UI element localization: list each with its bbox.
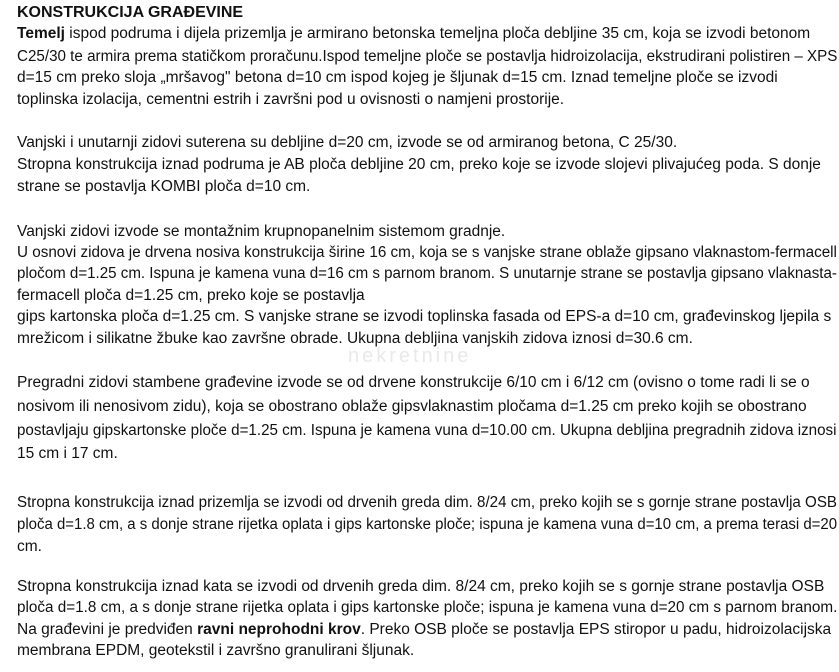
paragraph-external-walls-line-1: Vanjski zidovi izvode se montažnim krupnopanelnim sistemom gradnje. bbox=[17, 223, 506, 240]
document-title: KONSTRUKCIJA GRAĐEVINE bbox=[17, 4, 244, 21]
paragraph-external-walls-line-2: U osnovi zidova je drvena nosiva konstrukcija širine 16 cm, koja se s vanjske strane oblaže gipsano vlaknastom-fermacell bbox=[17, 244, 837, 261]
paragraph-foundation-line-4: toplinska izolacija, cementni estrih i završni pod u ovisnosti o namjeni prostorije. bbox=[17, 91, 565, 108]
paragraph-basement-line-3: strane se postavlja KOMBI ploča d=10 cm. bbox=[17, 178, 311, 195]
paragraph-ground-ceiling-line-2: ploča d=1.8 cm, a s donje strane rijetka oplata i gips kartonske ploče; ispuna je kamena vuna d=10 cm, a prema terasi d=20 bbox=[17, 516, 838, 533]
paragraph-ground-ceiling-line-3: cm. bbox=[17, 538, 42, 555]
paragraph-basement-line-1: Vanjski i unutarnji zidovi suterena su debljine d=20 cm, izvode se od armiranog betona, C 25/30. bbox=[17, 134, 678, 151]
paragraph-external-walls-line-5: gips kartonska ploča d=1.25 cm. S vanjske strane se izvodi toplinska fasada od EPS-a d=10 cm, građevinskog ljepila s bbox=[17, 308, 832, 325]
roof-line-pre: Na građevini je predviđen bbox=[17, 621, 198, 638]
paragraph-partition-walls-line-2: nosivom ili nenosivom zidu), koja se obostrano oblaže gipsvlaknastim pločama d=1.25 cm preko kojih se obostrano bbox=[17, 398, 807, 415]
paragraph-upper-ceiling-line-2: ploča d=1.8 cm, a s donje strane rijetka oplata i gips kartonske ploče; ispuna je kamena vuna d=20 cm s parnom branom. bbox=[17, 599, 838, 616]
paragraph-foundation-line-1 bbox=[17, 24, 810, 43]
paragraph-ground-ceiling-line-1: Stropna konstrukcija iznad prizemlja se izvodi od drvenih greda dim. 8/24 cm, preko kojih se s gornje strane postavlja OSB bbox=[17, 494, 838, 511]
paragraph-upper-ceiling-line-4: membrana EPDM, geotekstil i završno granulirani šljunak. bbox=[17, 642, 415, 659]
roof-bold-term: ravni neprohodni krov bbox=[197, 621, 361, 638]
foundation-bold-term: Temelj bbox=[17, 25, 65, 42]
paragraph-upper-ceiling-line-1: Stropna konstrukcija iznad kata se izvodi od drvenih greda dim. 8/24 cm, preko kojih se s gornje strane postavlja OSB bbox=[17, 578, 825, 595]
roof-line-post: . Preko OSB ploče se postavlja EPS stiropor u padu, hidroizolacijska bbox=[360, 621, 832, 638]
paragraph-foundation-line-3: d=15 cm preko sloja „mršavog" betona d=10 cm ispod kojeg je šljunak d=15 cm. Iznad temeljne ploče se izvodi bbox=[17, 69, 778, 86]
paragraph-partition-walls-line-3: postavljaju gipskartonske ploče d=1.25 cm. Ispuna je kamena vuna d=10.00 cm. Ukupna debljina pregradnih zidova iznosi bbox=[17, 422, 837, 439]
paragraph-external-walls-line-3: pločom d=1.25 cm. Ispuna je kamena vuna d=16 cm s parnom branom. S unutarnje strane se postavlja gipsano vlaknasta- bbox=[17, 265, 837, 282]
paragraph-basement-line-2: Stropna konstrukcija iznad podruma je AB ploča debljine 20 cm, preko koje se izvode slojevi plivajućeg poda. S donje bbox=[17, 156, 821, 173]
watermark: nekretnine bbox=[348, 345, 472, 367]
paragraph-upper-ceiling-line-3 bbox=[17, 620, 831, 639]
foundation-line-1-text: ispod podruma i dijela prizemlja je armirano betonska temeljna ploča debljine 35 cm, koja se izvodi betonom bbox=[64, 25, 811, 42]
paragraph-foundation-line-2: C25/30 te armira prema statičkom proračunu.Ispod temeljne ploče se postavlja hidroizolacija, ekstrudirani polistiren – XPS bbox=[17, 48, 838, 65]
paragraph-partition-walls-line-1: Pregradni zidovi stambene građevine izvode se od drvene konstrukcije 6/10 cm i 6/12 cm (ovisno o tome radi li se o bbox=[17, 374, 810, 391]
paragraph-partition-walls-line-4: 15 cm i 17 cm. bbox=[17, 445, 118, 462]
paragraph-external-walls-line-4: fermacell ploča d=1.25 cm, preko koje se postavlja bbox=[17, 287, 365, 304]
paragraph-external-walls-line-6: mrežicom i silikatne žbuke kao završne obrade. Ukupna debljina vanjskih zidova iznosi d=30.6 cm. bbox=[17, 330, 693, 347]
